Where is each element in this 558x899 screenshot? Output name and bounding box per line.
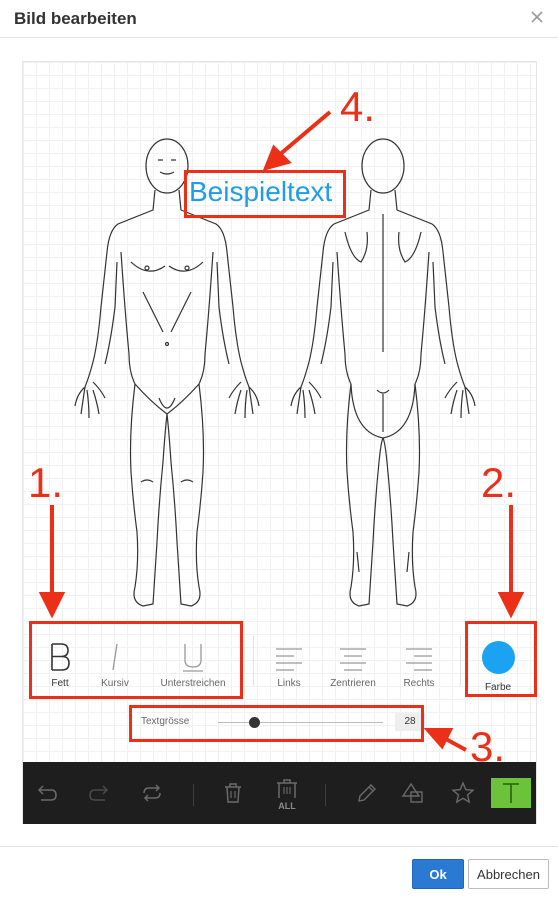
delete-all-caption: ALL [278,801,296,811]
annotation-box-format-tools [29,621,243,699]
sample-text[interactable]: Beispieltext [189,176,333,207]
pencil-icon[interactable] [355,781,379,805]
align-left-button[interactable] [269,646,309,689]
star-icon[interactable] [451,781,475,805]
toolbar-divider [253,636,254,686]
align-right-button[interactable] [397,646,441,689]
text-icon [491,778,531,808]
dialog-footer [0,846,558,899]
dialog-header [0,0,558,38]
annotation-box-text-size [129,705,424,742]
bold-label: Fett [51,678,69,689]
close-icon[interactable] [528,8,546,26]
underline-label: Unterstreichen [160,678,226,689]
toolbar-divider [460,636,461,686]
delete-all-icon [273,778,301,798]
ok-button[interactable]: Ok [412,859,464,889]
annotation-number-3: 3. [470,723,506,770]
align-left-icon [274,646,304,672]
undo-icon[interactable] [35,781,59,805]
repeat-icon[interactable] [140,781,164,805]
cancel-button[interactable]: Abbrechen [468,859,549,889]
annotation-number-1: 1. [28,459,64,506]
redo-icon[interactable] [87,781,111,805]
italic-label: Kursiv [101,678,129,689]
align-right-label: Rechts [403,678,435,689]
align-center-icon [338,646,368,672]
text-size-value[interactable]: 28 [395,713,425,731]
toolbar-divider [193,784,194,806]
dialog-title: Bild bearbeiten [14,9,137,28]
align-center-button[interactable] [323,646,383,689]
delete-all-button[interactable] [273,778,301,811]
delete-icon[interactable] [221,781,245,805]
align-left-label: Links [277,678,301,689]
align-right-icon [404,646,434,672]
text-tool-button[interactable] [491,778,531,808]
shapes-icon[interactable] [401,781,425,805]
text-size-label: Textgrösse [141,716,190,727]
color-label: Farbe [484,682,512,693]
annotation-box-color [465,621,537,697]
toolbar-divider [325,784,326,806]
annotation-number-2: 2. [481,459,517,506]
align-center-label: Zentrieren [330,678,376,689]
annotation-box-sample-text [184,170,346,218]
editor-bottom-toolbar [23,762,536,824]
annotation-number-4: 4. [340,83,376,130]
